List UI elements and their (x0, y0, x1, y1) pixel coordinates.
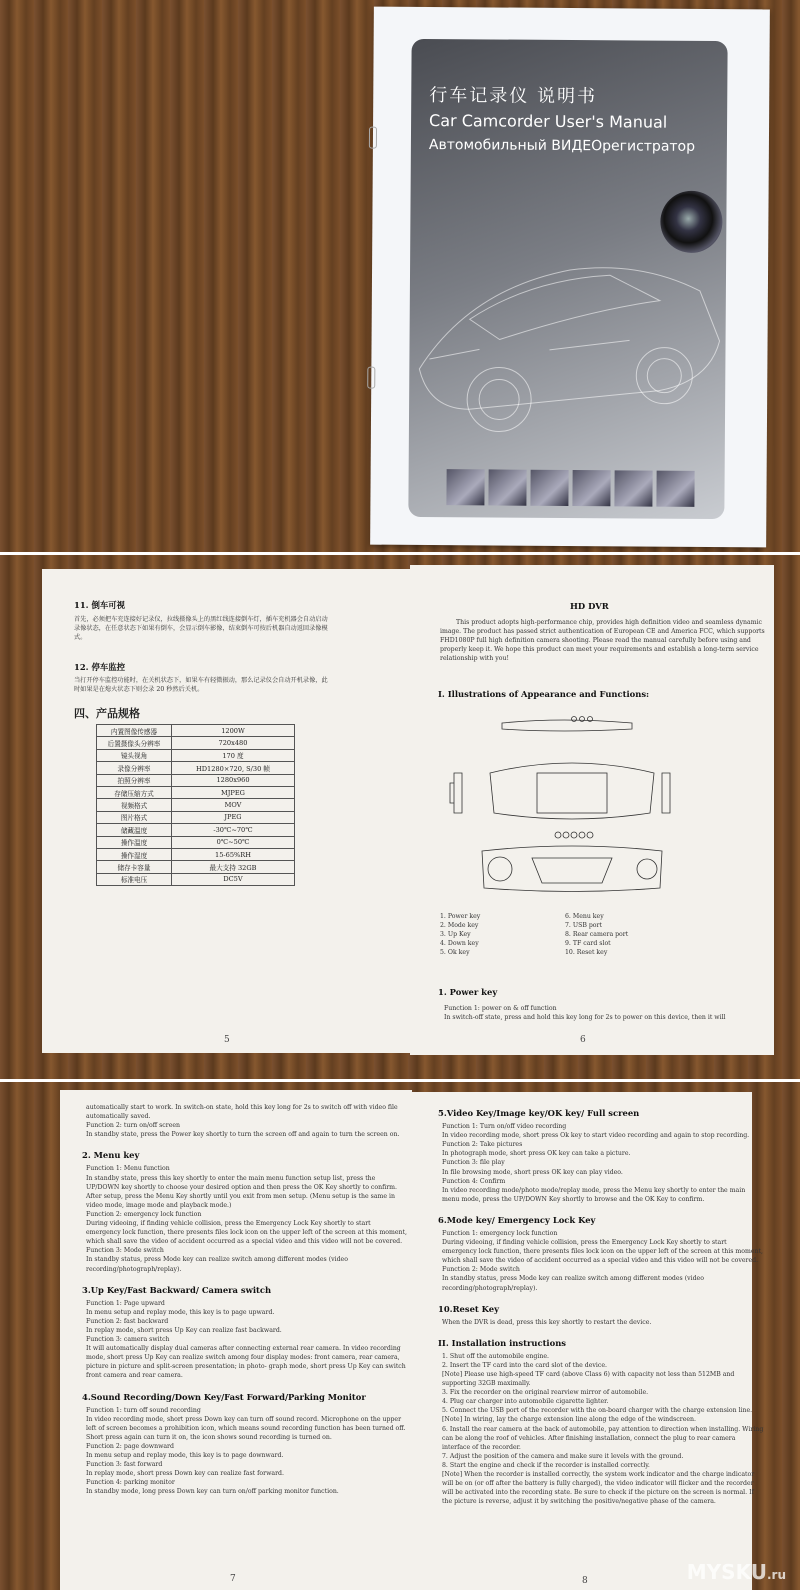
spec-table (96, 724, 295, 886)
power-key-heading: 1. Power key (438, 987, 498, 997)
thumbnail-image (656, 471, 694, 507)
spec-value: -30℃~70℃ (172, 824, 295, 836)
installation-line: [Note] When the recorder is installed correctly, the system work indicator and the charge indicator (442, 1471, 755, 1478)
down-key-line: Function 1: turn off sound recording (86, 1406, 201, 1414)
continuation-line: automatically saved. (86, 1113, 151, 1121)
installation-line: the picture is reverse, adjust it by switching the positive/negative phase of the camera. (442, 1498, 716, 1506)
menu-key-line: Function 1: Menu function (86, 1165, 170, 1173)
spec-value: 1280x960 (172, 774, 295, 786)
menu-key-line: In standby status, press Mode key can realize switch among different modes (video (86, 1256, 348, 1264)
mode-key-line: Function 2: Mode switch (442, 1266, 520, 1274)
menu-key-line: UP/DOWN key shortly to choose your desired option and then press the OK Key shortly to confirm. (86, 1183, 398, 1191)
page-7 (60, 1090, 412, 1590)
installation-heading: II. Installation instructions (438, 1337, 567, 1348)
manual-cover (370, 7, 770, 548)
down-key-line: Function 2: page downward (86, 1442, 174, 1450)
spec-label: 图片格式 (97, 811, 172, 823)
legend-item: 2. Mode key (440, 922, 479, 929)
up-key-heading: 3.Up Key/Fast Backward/ Camera switch (82, 1284, 272, 1295)
cover-title-zh: 行车记录仪 说明书 (429, 85, 598, 108)
spec-row (97, 737, 295, 749)
installation-line: can be along the roof of vehicles. After finishing installation, connect the plug to rear camera (442, 1434, 736, 1442)
spec-label: 视频格式 (97, 799, 172, 811)
spec-row (97, 811, 295, 823)
menu-key-line: In standby state, press this key shortly to enter the main menu function setup list, press the (86, 1174, 376, 1182)
thumbnail-image (446, 469, 484, 505)
page-number: 8 (582, 1576, 588, 1586)
down-key-line: In video recording mode, short press Down key can turn off sound record. Microphone on the upper (86, 1415, 402, 1423)
continuation-line: automatically start to work. In switch-on state, hold this key long for 2s to switch off with video file (86, 1104, 398, 1111)
mode-key-line: emergency lock function, there presents files lock icon on the upper left of the screen at this moment, (442, 1248, 763, 1256)
spec-label: 操作温度 (97, 836, 172, 848)
spec-value: 720x480 (172, 737, 295, 749)
intro-line: image. The product has passed strict authentication of European CE and America FCC, which supports (440, 628, 765, 635)
spec-row (97, 725, 295, 737)
mode-key-heading: 6.Mode key/ Emergency Lock Key (438, 1214, 596, 1225)
spread-pages-7-8 (0, 1082, 800, 1590)
video-key-line: menu mode, press the UP/DOWN Key shortly to browse and the OK Key to confirm. (442, 1195, 705, 1203)
mode-key-line: In standby status, press Mode key can realize switch among different modes (video (442, 1275, 704, 1283)
menu-key-line: emergency lock function, there presents files lock icon on the upper left of the screen at this moment, (86, 1229, 407, 1237)
reset-key-heading: 10.Reset Key (438, 1303, 499, 1314)
down-key-line: In replay mode, short press Down key can realize fast forward. (86, 1470, 284, 1478)
thumbnail-image (572, 470, 610, 506)
up-key-line: Function 1: Page upward (86, 1299, 165, 1307)
cover-title-ru: Автомобильный ВИДЕОрегистратор (428, 137, 696, 155)
page-6 (410, 565, 774, 1055)
intro-line: relationship with you! (440, 655, 509, 662)
spec-value: 1200W (172, 725, 295, 737)
thumbnail-image (488, 469, 526, 505)
staple-top (369, 127, 377, 149)
menu-key-line: which shall save the video of accident occurred as a special video and this video will not be covered. (86, 1238, 403, 1246)
page-8 (412, 1092, 764, 1590)
installation-line: 3. Fix the recorder on the original rearview mirror of automobile. (442, 1389, 649, 1397)
installation-line: 7. Adjust the position of the camera and make sure it levels with the ground. (442, 1452, 684, 1460)
spec-row (97, 873, 295, 885)
legend-item: 1. Power key (440, 913, 481, 920)
spec-label: 录像分辨率 (97, 762, 172, 774)
spec-row (97, 824, 295, 836)
section-12-line: 当打开停车监控功能时，在关机状态下，如果车有轻微振动，那么记录仪会自动开机录像，此 (74, 677, 328, 684)
down-key-line: Function 3: fast forward (86, 1461, 163, 1469)
spec-value: MJPEG (172, 786, 295, 798)
video-key-line: Function 4: Confirm (442, 1177, 506, 1185)
video-key-heading: 5.Video Key/Image key/OK key/ Full screen (438, 1108, 640, 1118)
legend-item: 3. Up Key (440, 931, 471, 938)
spec-value: DC5V (172, 873, 295, 885)
reset-key-line: When the DVR is dead, press this key shortly to restart the device. (442, 1318, 652, 1326)
legend-item: 8. Rear camera port (565, 931, 629, 938)
spec-label: 操作湿度 (97, 848, 172, 860)
section-12-title: 12. 停车监控 (74, 662, 125, 672)
device-diagram (432, 713, 672, 893)
spec-label: 储藏温度 (97, 824, 172, 836)
down-key-line: In menu setup and replay mode, this key is to page downward. (86, 1452, 284, 1459)
legend-item: 9. TF card slot (565, 940, 611, 947)
legend-item: 5. Ok key (440, 949, 470, 956)
section-11-title: 11. 倒车可视 (74, 600, 125, 610)
up-key-line: front camera and rear camera. (86, 1372, 183, 1380)
installation-line: 4. Plug car charger into automobile cigarette lighter. (442, 1398, 609, 1406)
up-key-line: picture in picture and split-screen presentation; in photo- graph mode, short press Up Key can switch (86, 1363, 406, 1371)
spec-row (97, 762, 295, 774)
spec-label: 拍照分辨率 (97, 774, 172, 786)
installation-line: 5. Connect the USB port of the recorder with the on-board charger with the charge extension line. (442, 1407, 753, 1415)
menu-key-line: Function 2: emergency lock function (86, 1210, 202, 1218)
video-key-line: In photograph mode, short press OK key can take a picture. (442, 1150, 631, 1158)
legend-item: 6. Menu key (565, 913, 604, 920)
continuation-line: In standby state, press the Power key shortly to turn the screen off and again to turn the screen on. (86, 1131, 400, 1139)
video-key-line: In video recording mode, short press Ok key to start video recording and again to stop recording. (442, 1132, 750, 1140)
hd-dvr-title: HD DVR (570, 601, 609, 611)
installation-line: interface of the recorder. (442, 1443, 521, 1451)
installation-line: 1. Shut off the automobile engine. (442, 1352, 549, 1360)
page-number: 5 (224, 1035, 230, 1045)
legend-item: 10. Reset key (565, 949, 608, 956)
installation-line: 6. Install the rear camera at the back of automobile, pay attention to direction when installing. Wiring (442, 1425, 764, 1433)
car-sketch-image (409, 219, 727, 461)
mode-key-line: which shall save the video of accident occurred as a special video and this video will not be covered. (442, 1257, 759, 1265)
video-key-line: Function 1: Turn on/off video recording (442, 1123, 567, 1130)
power-key-line: Function 1: power on & off function (444, 1005, 557, 1012)
section-11-line: 录像状态，在任意状态下如果有倒车，会显示倒车影像，结束倒车可按后机器自动返回录像模 (74, 625, 328, 632)
up-key-line: mode, short press Up Key can realize switch among four display modes: front camera, rear camera, (86, 1354, 400, 1362)
cover-photo (0, 0, 800, 552)
mode-key-line: During videoing, if finding vehicle collision, press the Emergency Lock Key shortly to start (442, 1239, 727, 1246)
spec-value: 最大支持 32GB (172, 861, 295, 873)
section-11-line: 首先，必须把车充连接好记录仪，拉线摄像头上的黑红线连接倒车灯，插车充机器会自动启动 (74, 616, 328, 623)
legend-item: 4. Down key (440, 940, 479, 947)
down-key-line: left of screen becomes a prohibition icon, which means sound recording function has been turned off. (86, 1424, 406, 1432)
spec-heading: 四、产品规格 (74, 707, 140, 720)
menu-key-line: Function 3: Mode switch (86, 1247, 164, 1255)
cover-thumbnails (446, 469, 694, 507)
installation-line: will be on (or off after the battery is fully charged), the video indicator will flicker and the recorder (442, 1480, 754, 1488)
spec-row (97, 799, 295, 811)
menu-key-line: recording/photograph/replay). (86, 1265, 182, 1273)
menu-key-line: After setup, press the Menu Key shortly until you exit from men setup. (Menu setup is the same in (86, 1192, 395, 1200)
installation-line: supporting 32GB maximally. (442, 1380, 531, 1387)
spec-row (97, 749, 295, 761)
down-key-line: Function 4: parking monitor (86, 1479, 175, 1487)
menu-key-line: video mode, image mode and playback mode.) (86, 1201, 232, 1209)
up-key-line: It will automatically display dual cameras after connecting external rear camera. In video recording (86, 1345, 401, 1353)
installation-line: [Note] Please use high-speed TF card (above Class 6) with capacity not less than 512MB and (442, 1370, 735, 1378)
menu-key-heading: 2. Menu key (82, 1150, 140, 1161)
menu-key-line: During videoing, if finding vehicle collision, press the Emergency Lock Key shortly to start (86, 1220, 371, 1227)
spec-row (97, 848, 295, 860)
legend-item: 7. USB port (565, 922, 602, 929)
video-key-line: In file browsing mode, short press OK key can play video. (442, 1168, 623, 1176)
thumbnail-image (530, 470, 568, 506)
spec-value: 0℃~50℃ (172, 836, 295, 848)
page-number: 6 (580, 1035, 586, 1045)
thumbnail-image (614, 470, 652, 506)
video-key-line: In video recording mode/photo mode/replay mode, press the Menu key shortly to enter the main (442, 1186, 746, 1194)
video-key-line: Function 2: Take pictures (442, 1141, 523, 1149)
spec-row (97, 836, 295, 848)
spec-row (97, 786, 295, 798)
mode-key-line: Function 1: emergency lock function (442, 1229, 558, 1237)
illustrations-heading: I. Illustrations of Appearance and Functions: (438, 689, 650, 699)
up-key-line: In menu setup and replay mode, this key is to page upward. (86, 1308, 275, 1316)
cover-artwork (408, 39, 727, 519)
power-key-line: In switch-off state, press and hold this key long for 2s to power on this device, then it will (444, 1014, 726, 1021)
spec-label: 储存卡容量 (97, 861, 172, 873)
section-11-line: 式。 (74, 634, 87, 641)
spec-label: 后置摄像头分辨率 (97, 737, 172, 749)
installation-line: [Note] In wiring, lay the charge extension line along the edge of the windscreen. (442, 1416, 696, 1424)
page-5 (42, 569, 410, 1053)
staple-bottom (367, 367, 375, 389)
up-key-line: In replay mode, short press Up Key can realize fast backward. (86, 1326, 282, 1334)
intro-line: properly keep it. We hope this product can meet your requirements and establish a long-term service (440, 646, 759, 653)
spec-value: 170 度 (172, 749, 295, 761)
spec-label: 镜头视角 (97, 749, 172, 761)
installation-line: 2. Insert the TF card into the card slot of the device. (442, 1361, 607, 1369)
installation-line: 8. Start the engine and check if the recorder is installed correctly. (442, 1461, 650, 1469)
mode-key-line: recording/photograph/replay). (442, 1284, 538, 1292)
up-key-line: Function 3: camera switch (86, 1336, 170, 1343)
down-key-line: Short press again can turn it on, the icon shows sound recording is turned on. (86, 1433, 332, 1441)
spec-value: HD1280×720, S/30 帧 (172, 762, 295, 774)
spec-value: MOV (172, 799, 295, 811)
spec-label: 标准电压 (97, 873, 172, 885)
video-key-line: Function 3: file play (442, 1159, 505, 1167)
spec-row (97, 861, 295, 873)
section-12-line: 时如果是在熄火状态下则会录 20 秒然后关机。 (74, 686, 204, 693)
continuation-line: Function 2: turn on/off screen (86, 1122, 181, 1130)
spec-label: 存储压缩方式 (97, 786, 172, 798)
spec-label: 内置图像传感器 (97, 725, 172, 737)
up-key-line: Function 2: fast backward (86, 1317, 169, 1325)
spec-row (97, 774, 295, 786)
spread-pages-5-6 (0, 555, 800, 1079)
intro-line: This product adopts high-performance chip, provides high definition video and seamless dynamic (456, 619, 763, 626)
down-key-line: In standby mode, long press Down key can turn on/off parking monitor function. (86, 1488, 339, 1496)
intro-line: FHD1080P full high definition camera shooting. Please read the manual carefully before using and (440, 637, 751, 644)
watermark: MYSKU.ru (686, 1560, 786, 1584)
cover-title-en: Car Camcorder User's Manual (429, 111, 668, 132)
spec-value: JPEG (172, 811, 295, 823)
page-number: 7 (230, 1574, 236, 1584)
installation-line: will be activated into the recording state. Be sure to check if the picture on the screen is normal. If (442, 1489, 754, 1497)
spec-value: 15-65%RH (172, 848, 295, 860)
down-key-heading: 4.Sound Recording/Down Key/Fast Forward/Parking Monitor (82, 1391, 366, 1402)
